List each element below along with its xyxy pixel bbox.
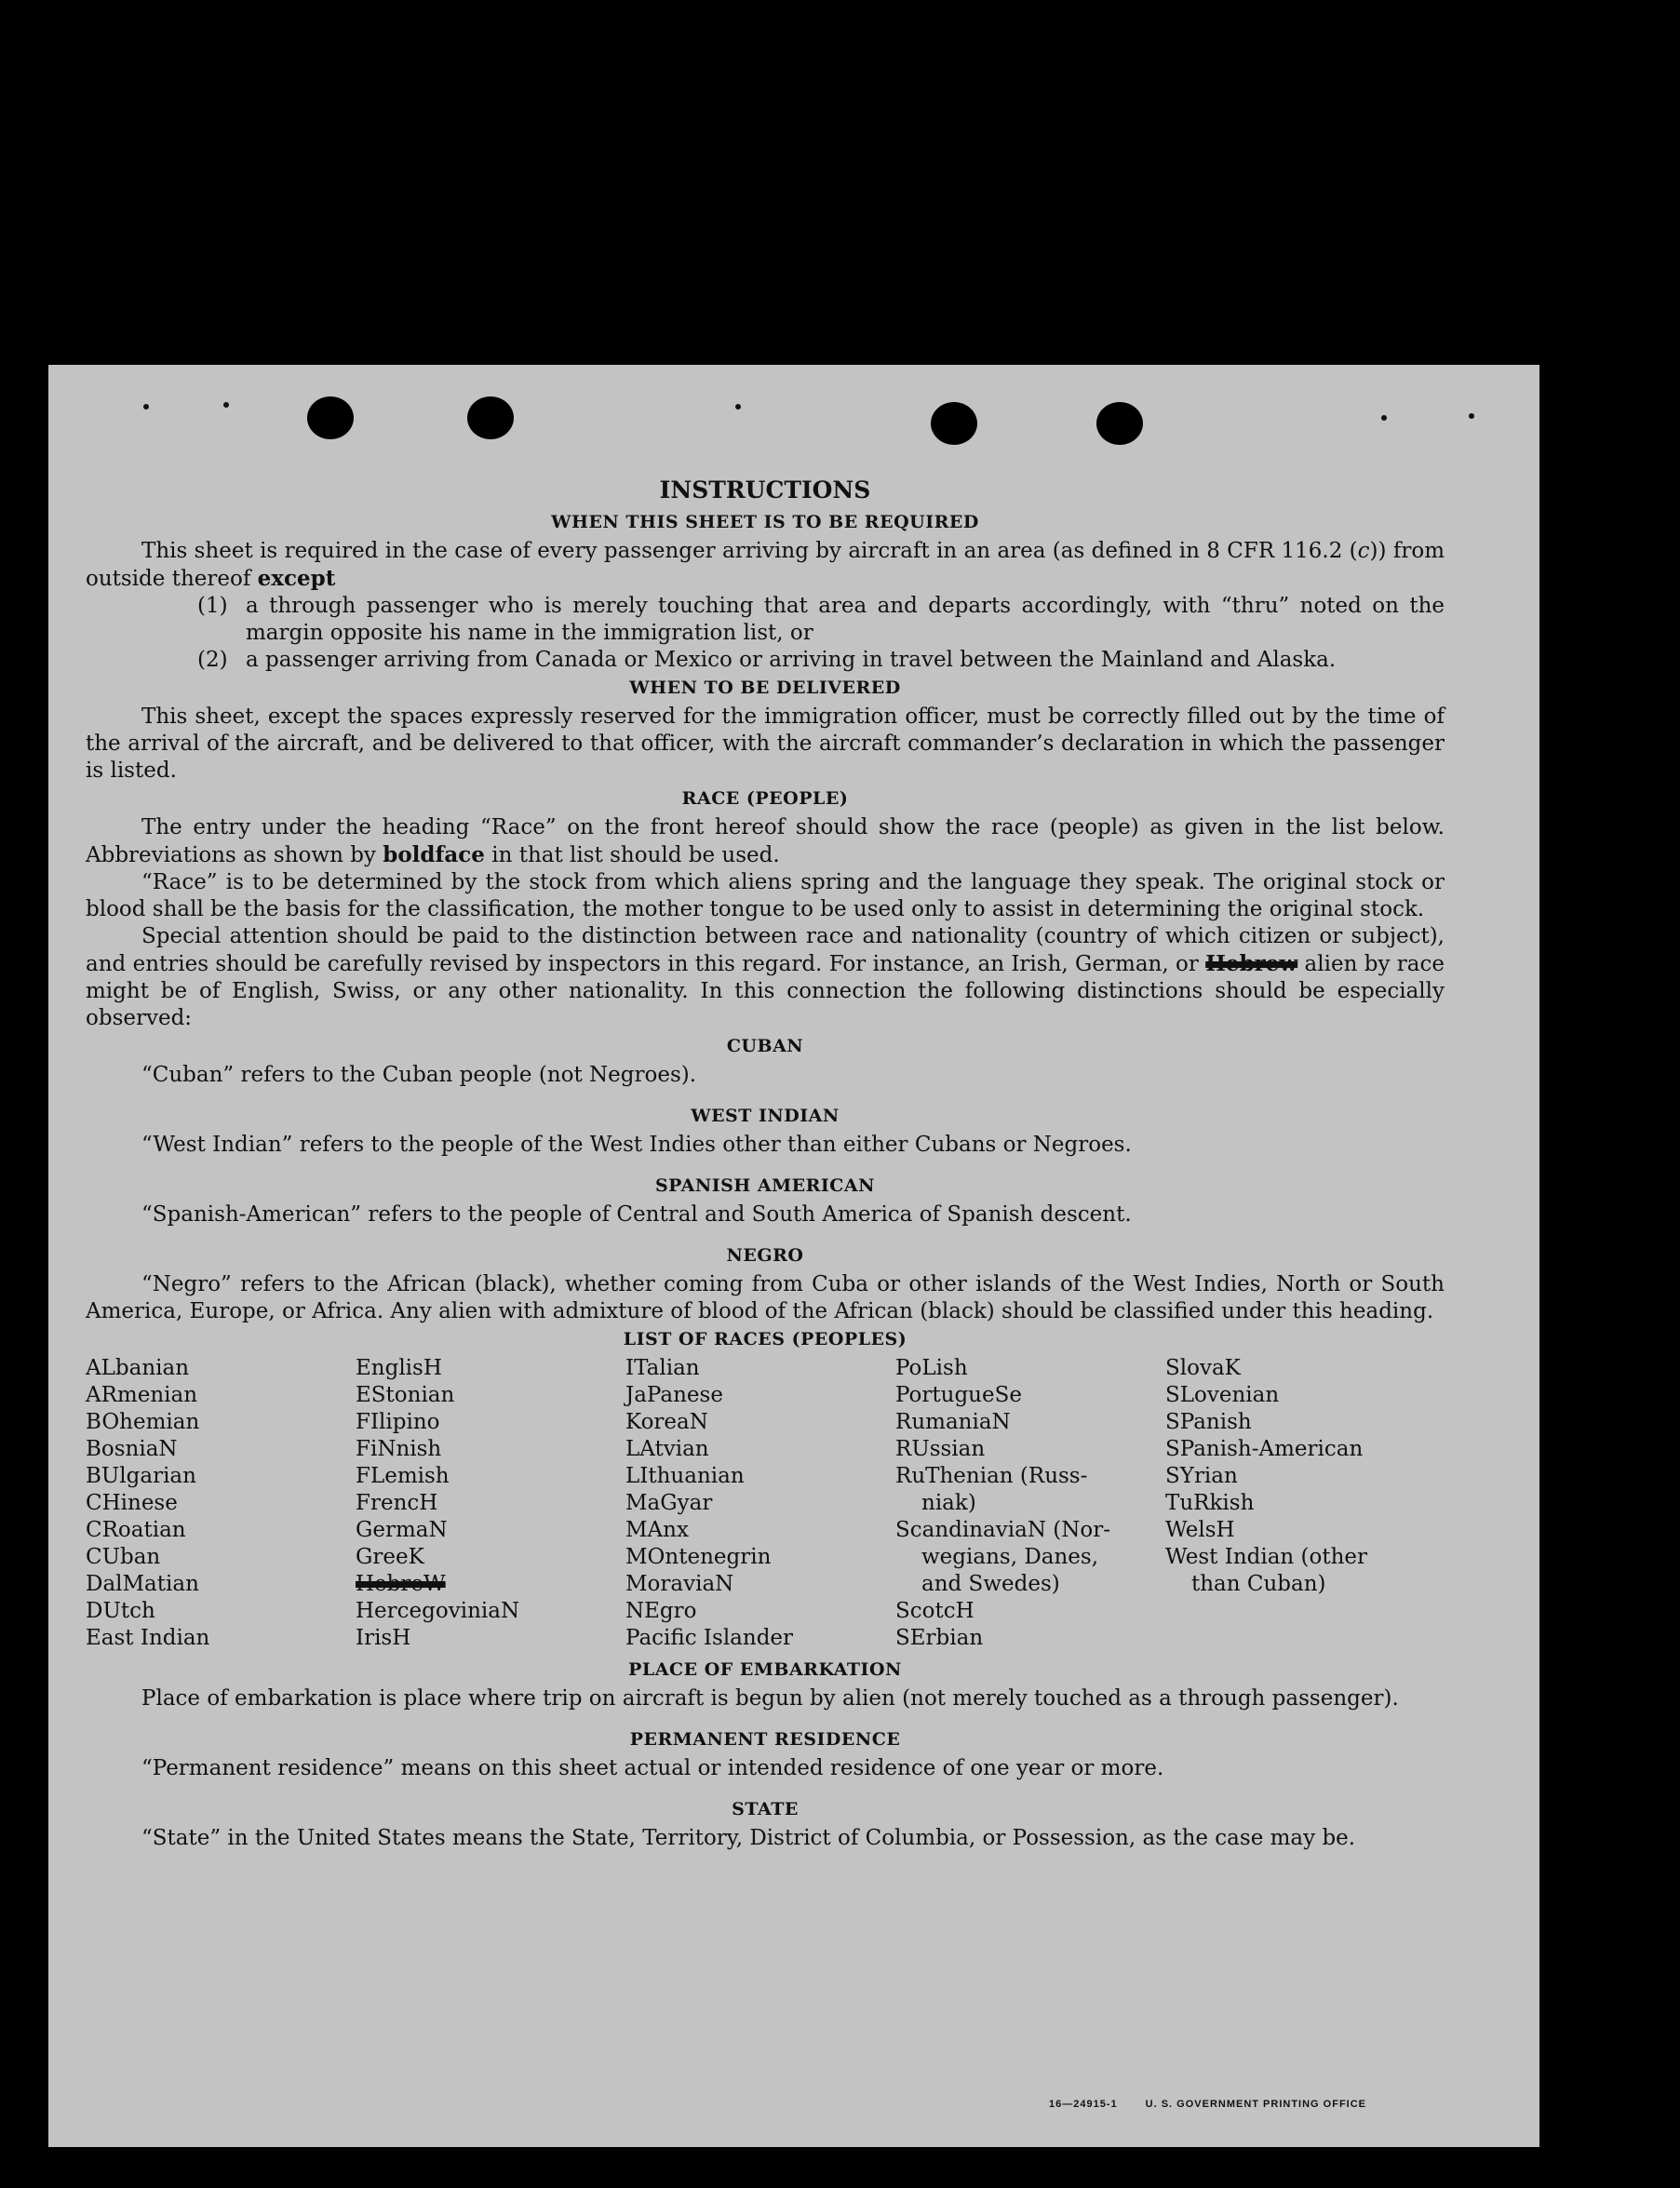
speck bbox=[1469, 413, 1474, 419]
race-entry: IrisH bbox=[356, 1626, 411, 1650]
printer-imprint bbox=[1049, 2099, 1366, 2110]
race-entry: DUtch bbox=[86, 1599, 155, 1623]
paragraph: “Cuban” refers to the Cuban people (not Negroes). bbox=[141, 1063, 697, 1087]
race-entry: ITalian bbox=[625, 1356, 700, 1380]
text: Special attention should be paid to the distinction between race and nationality (country of which citizen or subject), and entries should be carefully revised by inspectors in this regard. For instance, an Irish, German, or bbox=[86, 924, 1445, 976]
speck bbox=[143, 404, 149, 409]
race-entry: SYrian bbox=[1165, 1464, 1238, 1488]
paragraph: “State” in the United States means the State, Territory, District of Columbia, or Possession, as the case may be. bbox=[141, 1826, 1356, 1850]
section-heading: CUBAN bbox=[726, 1036, 804, 1056]
race-entry: and Swedes) bbox=[921, 1572, 1060, 1596]
race-entry: CHinese bbox=[86, 1491, 178, 1515]
punch-hole bbox=[1096, 402, 1143, 445]
race-entry: MoraviaN bbox=[625, 1572, 734, 1596]
paragraph: “Permanent residence” means on this sheet actual or intended residence of one year or more. bbox=[141, 1756, 1164, 1780]
punch-hole bbox=[931, 402, 977, 445]
race-entry: JaPanese bbox=[625, 1383, 723, 1407]
race-entry: SlovaK bbox=[1165, 1356, 1241, 1380]
race-entry: ARmenian bbox=[86, 1383, 198, 1407]
section-heading: WHEN THIS SHEET IS TO BE REQUIRED bbox=[551, 512, 979, 532]
race-entry: MAnx bbox=[625, 1518, 689, 1542]
struck-word: Hebrew bbox=[1205, 951, 1298, 976]
races-table bbox=[86, 1355, 1445, 1652]
form-number: 16—24915-1 bbox=[1048, 2099, 1118, 2110]
paragraph: “Spanish-American” refers to the people of Central and South America of Spanish descent. bbox=[141, 1202, 1132, 1227]
section-heading: RACE (PEOPLE) bbox=[681, 788, 849, 809]
section-heading: LIST OF RACES (PEOPLES) bbox=[623, 1329, 907, 1349]
race-entry: CRoatian bbox=[86, 1518, 186, 1542]
race-entry: PoLish bbox=[895, 1356, 968, 1380]
race-entry: wegians, Danes, bbox=[921, 1545, 1099, 1569]
list-number: (2) bbox=[197, 648, 228, 672]
section-heading: WEST INDIAN bbox=[691, 1106, 840, 1126]
race-entry: RUssian bbox=[895, 1437, 986, 1461]
race-entry: LAtvian bbox=[625, 1437, 709, 1461]
text-bold: except bbox=[257, 566, 336, 591]
text-bold: boldface bbox=[383, 842, 485, 867]
race-entry: RumaniaN bbox=[895, 1410, 1011, 1434]
text: in that list should be used. bbox=[484, 843, 780, 867]
race-entry: FLemish bbox=[356, 1464, 450, 1488]
race-entry: niak) bbox=[921, 1491, 976, 1515]
instructions-content bbox=[86, 477, 1445, 1852]
section-heading: PERMANENT RESIDENCE bbox=[629, 1729, 901, 1750]
race-entry: FIlipino bbox=[356, 1410, 440, 1434]
paragraph bbox=[86, 814, 1445, 869]
race-entry: EnglisH bbox=[356, 1356, 442, 1380]
race-entry: SPanish-American bbox=[1165, 1437, 1364, 1461]
race-entry: RuThenian (Russ- bbox=[895, 1464, 1088, 1488]
race-entry: ALbanian bbox=[86, 1356, 190, 1380]
race-entry: FrencH bbox=[356, 1491, 438, 1515]
race-entry: SLovenian bbox=[1165, 1383, 1280, 1407]
race-entry: NEgro bbox=[625, 1599, 697, 1623]
text: )) from outside thereof bbox=[86, 539, 1445, 591]
printer-name: U. S. GOVERNMENT PRINTING OFFICE bbox=[1145, 2099, 1366, 2110]
race-entry: BOhemian bbox=[86, 1410, 200, 1434]
punch-hole bbox=[467, 396, 514, 439]
races-column bbox=[895, 1355, 1165, 1652]
punch-hole bbox=[307, 396, 354, 439]
race-entry: BUlgarian bbox=[86, 1464, 196, 1488]
race-entry: West Indian (other bbox=[1165, 1545, 1368, 1569]
speck bbox=[1381, 415, 1387, 421]
speck bbox=[223, 402, 229, 408]
race-entry: SErbian bbox=[895, 1626, 984, 1650]
paragraph: “West Indian” refers to the people of the West Indies other than either Cubans or Negroes. bbox=[141, 1133, 1132, 1157]
text-italic: c bbox=[1357, 539, 1370, 563]
section-heading: WHEN TO BE DELIVERED bbox=[629, 678, 901, 698]
paragraph bbox=[86, 923, 1445, 1032]
race-entry: MOntenegrin bbox=[625, 1545, 772, 1569]
paragraph: This sheet, except the spaces expressly reserved for the immigration officer, must be correctly filled out by the time of the arrival of the aircraft, and be delivered to that officer, with the aircraft commander’s declaration in which the passenger is listed. bbox=[86, 705, 1445, 783]
races-column bbox=[356, 1355, 625, 1652]
race-entry: DalMatian bbox=[86, 1572, 199, 1596]
race-entry: GreeK bbox=[356, 1545, 424, 1569]
race-entry: PortugueSe bbox=[895, 1383, 1022, 1407]
text: The entry under the heading “Race” on the front hereof should show the race (people) as given in the list below. Abbreviations as shown by bbox=[86, 815, 1445, 867]
race-entry: KoreaN bbox=[625, 1410, 708, 1434]
race-entry: Pacific Islander bbox=[625, 1626, 794, 1650]
races-column bbox=[625, 1355, 895, 1652]
page-title: INSTRUCTIONS bbox=[659, 477, 871, 503]
race-entry: FiNnish bbox=[356, 1437, 442, 1461]
text: alien by race might be of English, Swiss, or any other nationality. In this connection the following distinctions should be especially observed: bbox=[86, 952, 1445, 1030]
race-entry: MaGyar bbox=[625, 1491, 713, 1515]
race-entry: CUban bbox=[86, 1545, 161, 1569]
race-entry: SPanish bbox=[1165, 1410, 1252, 1434]
paragraph: Place of embarkation is place where trip on aircraft is begun by alien (not merely touched as a through passenger). bbox=[141, 1686, 1399, 1711]
paragraph: “Negro” refers to the African (black), whether coming from Cuba or other islands of the West Indies, North or South America, Europe, or Africa. Any alien with admixture of blood of the African (black) should be classified under this heading. bbox=[86, 1272, 1445, 1323]
race-entry: GermaN bbox=[356, 1518, 448, 1542]
race-entry-struck: HebreW bbox=[356, 1572, 446, 1596]
race-entry: ScotcH bbox=[895, 1599, 974, 1623]
list-item bbox=[197, 647, 1445, 674]
section-heading: NEGRO bbox=[726, 1245, 804, 1266]
race-entry: HercegoviniaN bbox=[356, 1599, 520, 1623]
list-item bbox=[197, 593, 1445, 647]
races-column bbox=[1165, 1355, 1445, 1652]
race-entry: TuRkish bbox=[1165, 1491, 1255, 1515]
text: This sheet is required in the case of every passenger arriving by aircraft in an area (as defined in 8 CFR 116.2 ( bbox=[141, 539, 1358, 563]
speck bbox=[735, 404, 741, 409]
form-sheet bbox=[48, 365, 1539, 2147]
list-number: (1) bbox=[197, 594, 228, 618]
race-entry: WelsH bbox=[1165, 1518, 1235, 1542]
section-heading: SPANISH AMERICAN bbox=[654, 1175, 876, 1196]
races-column bbox=[86, 1355, 356, 1652]
section-heading: STATE bbox=[732, 1799, 799, 1819]
list-text: a through passenger who is merely touching that area and departs accordingly, with “thru” noted on the margin opposite his name in the immigration list, or bbox=[246, 594, 1445, 645]
race-entry: BosniaN bbox=[86, 1437, 178, 1461]
race-entry: East Indian bbox=[86, 1626, 210, 1650]
list-text: a passenger arriving from Canada or Mexico or arriving in travel between the Mainland and Alaska. bbox=[246, 648, 1337, 672]
paragraph bbox=[86, 538, 1445, 593]
race-entry: EStonian bbox=[356, 1383, 455, 1407]
section-heading: PLACE OF EMBARKATION bbox=[628, 1659, 902, 1680]
race-entry: ScandinaviaN (Nor- bbox=[895, 1518, 1110, 1542]
race-entry: LIthuanian bbox=[625, 1464, 745, 1488]
race-entry: than Cuban) bbox=[1191, 1572, 1326, 1596]
paragraph: “Race” is to be determined by the stock from which aliens spring and the language they speak. The original stock or blood shall be the basis for the classification, the mother tongue to be used only to assist in determining the original stock. bbox=[86, 870, 1445, 921]
